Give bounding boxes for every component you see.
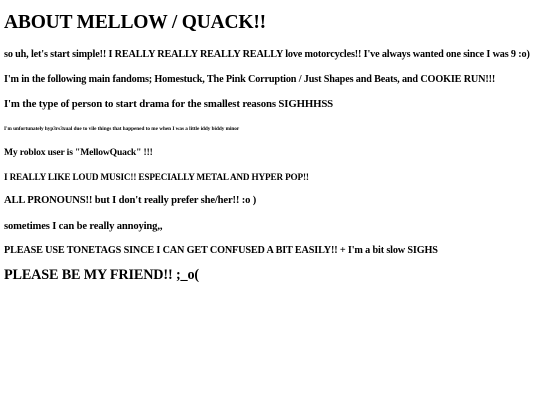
about-line-small-note: I'm unfortunately hyp3rs3xual due to vile things that happened to me when I was a little iddy biddy minor [4, 126, 240, 132]
about-line-tonetags: PLEASE USE TONETAGS SINCE I CAN GET CONFUSED A BIT EASILY!! + I'm a bit slow SIGHS [4, 245, 438, 256]
about-line-fandoms: I'm in the following main fandoms; Homestuck, The Pink Corruption / Just Shapes and Beats, and COOKIE RUN!!! [4, 74, 496, 85]
about-line-roblox: My roblox user is "MellowQuack" !!! [4, 147, 153, 158]
about-line-drama: I'm the type of person to start drama for the smallest reasons SIGHHHSS [4, 98, 334, 110]
about-line-pronouns: ALL PRONOUNS!! but I don't really prefer she/her!! :o ) [4, 195, 257, 206]
about-line-annoying: sometimes I can be really annoying,, [4, 221, 163, 232]
about-line-friend: PLEASE BE MY FRIEND!! ;_o( [4, 267, 199, 283]
about-line-motorcycles: so uh, let's start simple!! I REALLY REALLY REALLY REALLY love motorcycles!! I've always wanted one since I was 9 :o) [4, 49, 530, 60]
about-line-music: I REALLY LIKE LOUD MUSIC!! ESPECIALLY METAL AND HYPER POP!! [4, 172, 309, 182]
page-title: ABOUT MELLOW / QUACK!! [4, 12, 266, 33]
